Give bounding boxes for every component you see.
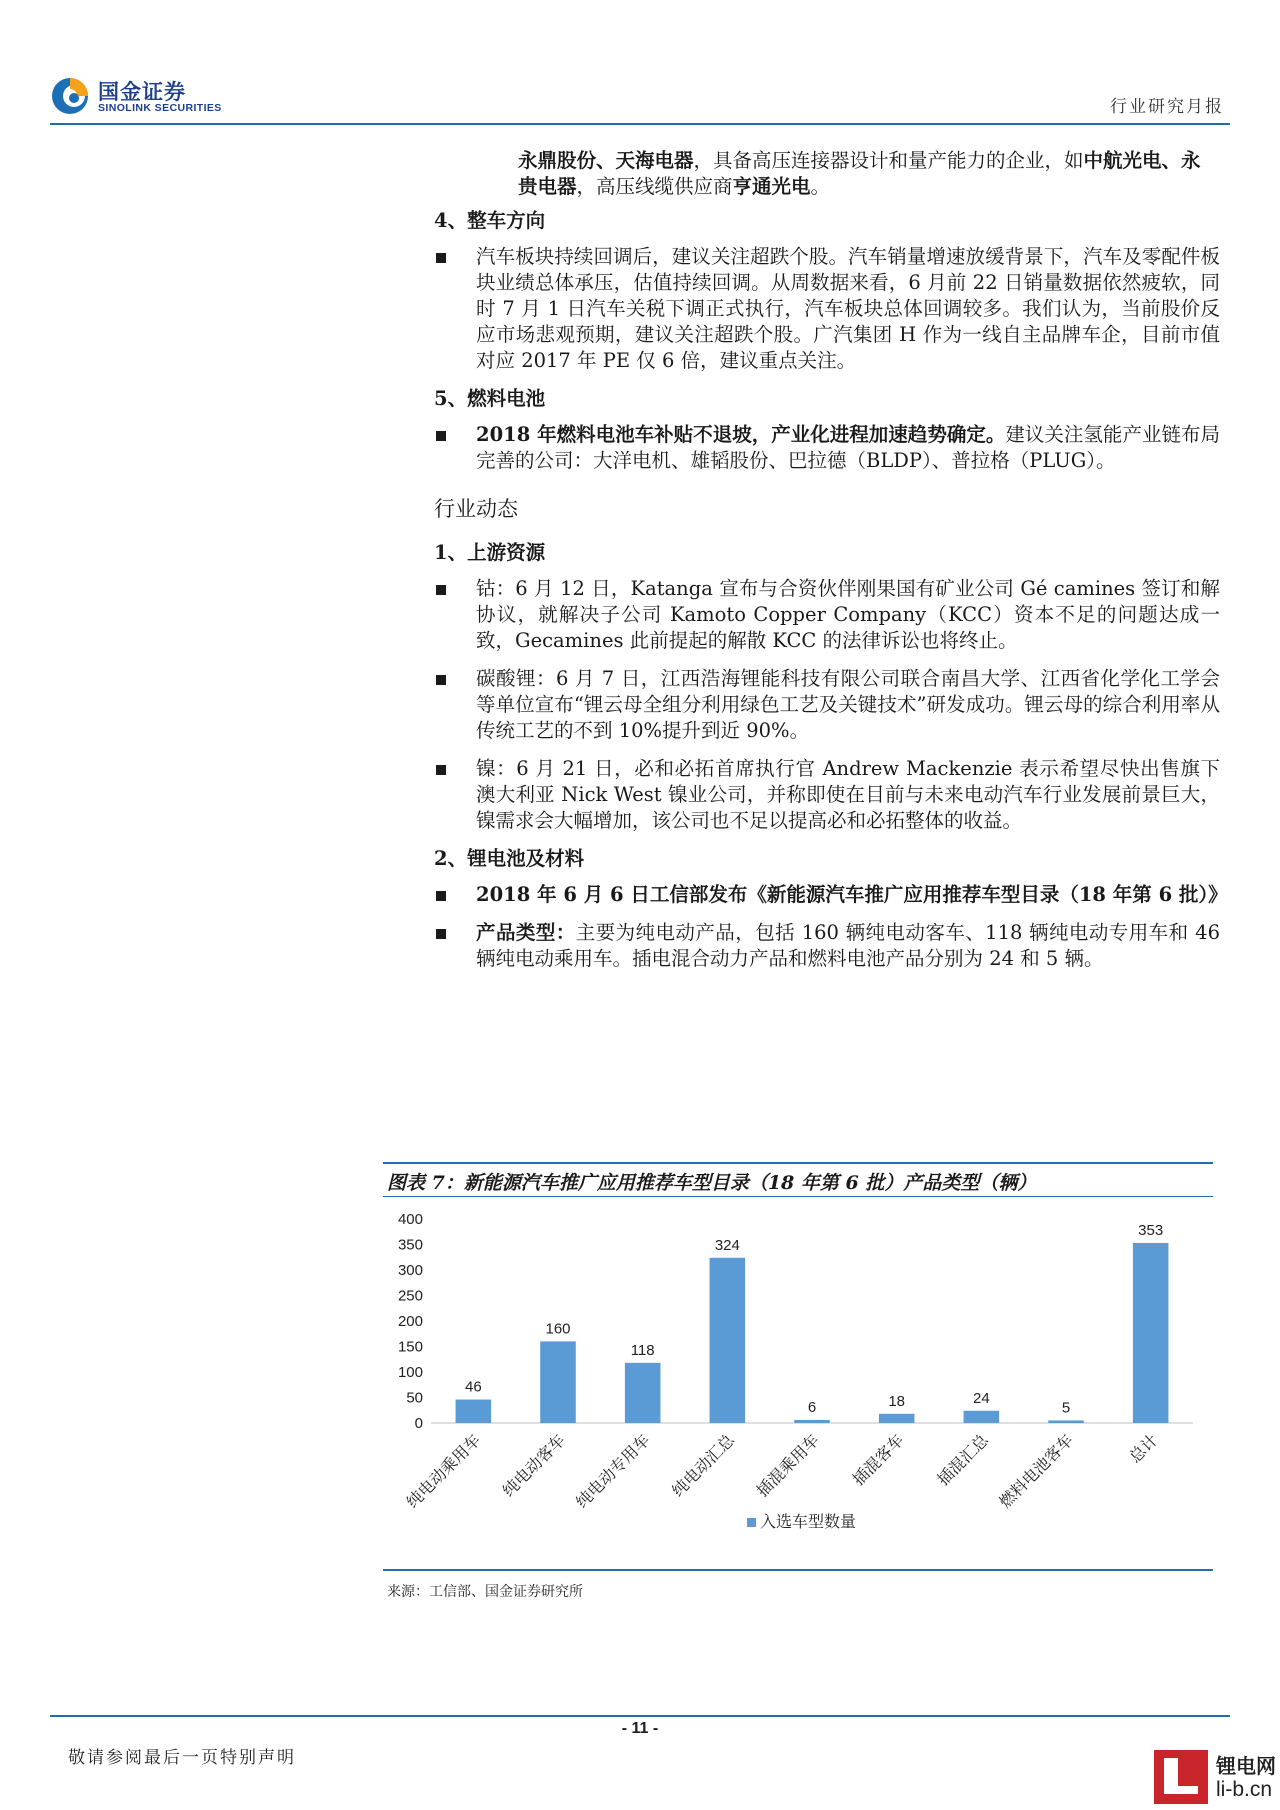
section-title-upstream: 1、上游资源 bbox=[434, 541, 546, 564]
bullet-nickel: 镍：6 月 21 日，必和必拓首席执行官 Andrew Mackenzie 表示希望尽快出售旗下澳大利亚 Nick West 镍业公司，并称即使在目前与未来电动汽车行业发展前景巨大，镍需求会大幅增加，该公司也不足以提高必和必拓整体的收益。 bbox=[430, 756, 1220, 834]
bar bbox=[794, 1420, 830, 1423]
x-tick-label: 插混乘用车 bbox=[752, 1430, 823, 1501]
bold-companies-2: 中航光电、永贵电器 bbox=[518, 149, 1201, 198]
data-label: 18 bbox=[888, 1392, 906, 1410]
bold-companies-3: 亨通光电 bbox=[732, 175, 811, 198]
bullet-lithium-carbonate: 碳酸锂：6 月 7 日，江西浩海锂能科技有限公司联合南昌大学、江西省化学化工学会等单位宣布“锂云母全组分利用绿色工艺及关键技术”研发成功。锂云母的综合利用率从传统工艺的不到 10%提升到近 90%。 bbox=[430, 666, 1220, 744]
x-tick-label: 纯电动客车 bbox=[498, 1430, 569, 1501]
disclaimer: 敬请参阅最后一页特别声明 bbox=[68, 1748, 296, 1768]
bullet-product-type-bold: 产品类型： bbox=[476, 921, 576, 944]
section-title-fuel-cell: 5、燃料电池 bbox=[434, 387, 546, 410]
bar bbox=[964, 1411, 1000, 1423]
bar bbox=[710, 1258, 746, 1423]
data-label: 160 bbox=[545, 1320, 571, 1338]
x-tick-label: 插混汇总 bbox=[933, 1430, 993, 1490]
watermark-text-en: li-b.cn bbox=[1216, 1778, 1273, 1801]
watermark-logo bbox=[1154, 1748, 1276, 1806]
y-tick-label: 300 bbox=[397, 1262, 423, 1279]
bar-chart bbox=[383, 1197, 1213, 1569]
bullet-fuel-cell bbox=[430, 422, 1220, 474]
data-label: 24 bbox=[972, 1389, 990, 1407]
text-2: ，高压线缆供应商 bbox=[576, 175, 733, 198]
data-label: 5 bbox=[1061, 1399, 1071, 1417]
data-label: 118 bbox=[630, 1341, 655, 1359]
y-tick-label: 250 bbox=[397, 1287, 423, 1305]
bullet-vehicles: 汽车板块持续回调后，建议关注超跌个股。汽车销量增速放缓背景下，汽车及零配件板块业绩总体承压，估值持续回调。从周数据来看，6 月前 22 日销量数据依然疲软，同时 7 月 1 日汽车关税下调正式执行，汽车板块总体回调较多。我们认为，当前股价反应市场悲观预期，建议关注超跌个股。广汽集团 H 作为一线自主品牌车企，目前市值对应 2017 年 PE 仅 6 倍，建议重点关注。 bbox=[430, 244, 1220, 374]
y-tick-label: 100 bbox=[397, 1364, 423, 1381]
logo-text-en: SINOLINK SECURITIES bbox=[98, 102, 222, 114]
bullet-product-type bbox=[430, 920, 1220, 972]
section-title-lithium-battery: 2、锂电池及材料 bbox=[434, 847, 585, 870]
bullet-fuel-cell-text: 建议关注氢能产业链布局完善的公司：大洋电机、雄韬股份、巴拉德（BLDP）、普拉格（PLUG）。 bbox=[476, 423, 1220, 472]
page-number: - 11 - bbox=[621, 1720, 659, 1737]
y-tick-label: 400 bbox=[397, 1211, 423, 1228]
section-title-industry-news: 行业动态 bbox=[434, 497, 518, 521]
x-tick-label: 总计 bbox=[1125, 1430, 1162, 1467]
bar bbox=[456, 1400, 492, 1423]
y-tick-label: 0 bbox=[414, 1415, 423, 1432]
footer-divider bbox=[50, 1715, 1230, 1717]
legend-swatch bbox=[747, 1518, 756, 1527]
data-label: 324 bbox=[714, 1236, 740, 1254]
bar bbox=[1048, 1420, 1084, 1423]
bar bbox=[540, 1341, 576, 1423]
legend-label: 入选车型数量 bbox=[760, 1512, 857, 1531]
x-tick-label: 燃料电池客车 bbox=[995, 1430, 1077, 1512]
x-tick-label: 插混客车 bbox=[848, 1430, 908, 1490]
data-label: 353 bbox=[1138, 1221, 1164, 1239]
text-3: 。 bbox=[810, 175, 831, 198]
bullet-fuel-cell-bold: 2018 年燃料电池车补贴不退坡，产业化进程加速趋势确定。 bbox=[476, 423, 1006, 446]
bar bbox=[879, 1414, 915, 1423]
x-tick-label: 纯电动汇总 bbox=[668, 1430, 739, 1501]
figure-title: 图表 7：新能源汽车推广应用推荐车型目录（18 年第 6 批）产品类型（辆） bbox=[387, 1172, 1037, 1194]
figure-7 bbox=[383, 1162, 1213, 1601]
x-tick-label: 纯电动专用车 bbox=[572, 1430, 654, 1512]
bullet-cobalt: 钴：6 月 12 日，Katanga 宣布与合资伙伴刚果国有矿业公司 Gé camines 签订和解协议，就解决子公司 Kamoto Copper Company（KCC）资本不足的问题达成一致，Gecamines 此前提起的解散 KCC 的法律诉讼也将终止。 bbox=[430, 576, 1220, 654]
figure-source: 来源：工信部、国金证券研究所 bbox=[387, 1584, 583, 1600]
chart-area bbox=[383, 1197, 1213, 1569]
text-1: ，具备高压连接器设计和量产能力的企业，如 bbox=[693, 149, 1084, 172]
watermark-mark-icon bbox=[1154, 1750, 1208, 1804]
bullet-product-type-text: 主要为纯电动产品，包括 160 辆纯电动客车、118 辆纯电动专用车和 46 辆纯电动乘用车。插电混合动力产品和燃料电池产品分别为 24 和 5 辆。 bbox=[476, 921, 1220, 970]
data-label: 6 bbox=[807, 1398, 817, 1416]
main-content bbox=[430, 148, 1228, 984]
bullet-miit-bold: 2018 年 6 月 6 日工信部发布《新能源汽车推广应用推荐车型目录（18 年第 6 批）》 bbox=[476, 883, 1228, 906]
paragraph-connectors bbox=[430, 148, 1220, 200]
header-divider bbox=[50, 123, 1230, 125]
bar bbox=[1133, 1243, 1169, 1423]
report-type-label: 行业研究月报 bbox=[1110, 97, 1224, 117]
bullet-miit bbox=[430, 882, 1228, 908]
page-header bbox=[50, 70, 1230, 120]
logo-mark-icon bbox=[50, 76, 90, 116]
data-label: 46 bbox=[464, 1378, 482, 1396]
y-tick-label: 150 bbox=[397, 1338, 423, 1356]
y-tick-label: 350 bbox=[397, 1236, 423, 1254]
section-title-vehicles: 4、整车方向 bbox=[434, 209, 546, 232]
x-tick-label: 纯电动乘用车 bbox=[402, 1430, 485, 1512]
bar bbox=[625, 1363, 661, 1423]
y-tick-label: 50 bbox=[406, 1389, 423, 1407]
company-logo bbox=[50, 74, 240, 118]
y-tick-label: 200 bbox=[397, 1313, 423, 1330]
logo-text-cn: 国金证券 bbox=[98, 80, 186, 104]
bold-companies-1: 永鼎股份、天海电器 bbox=[518, 149, 694, 172]
watermark-text-cn: 锂电网 bbox=[1216, 1754, 1276, 1778]
